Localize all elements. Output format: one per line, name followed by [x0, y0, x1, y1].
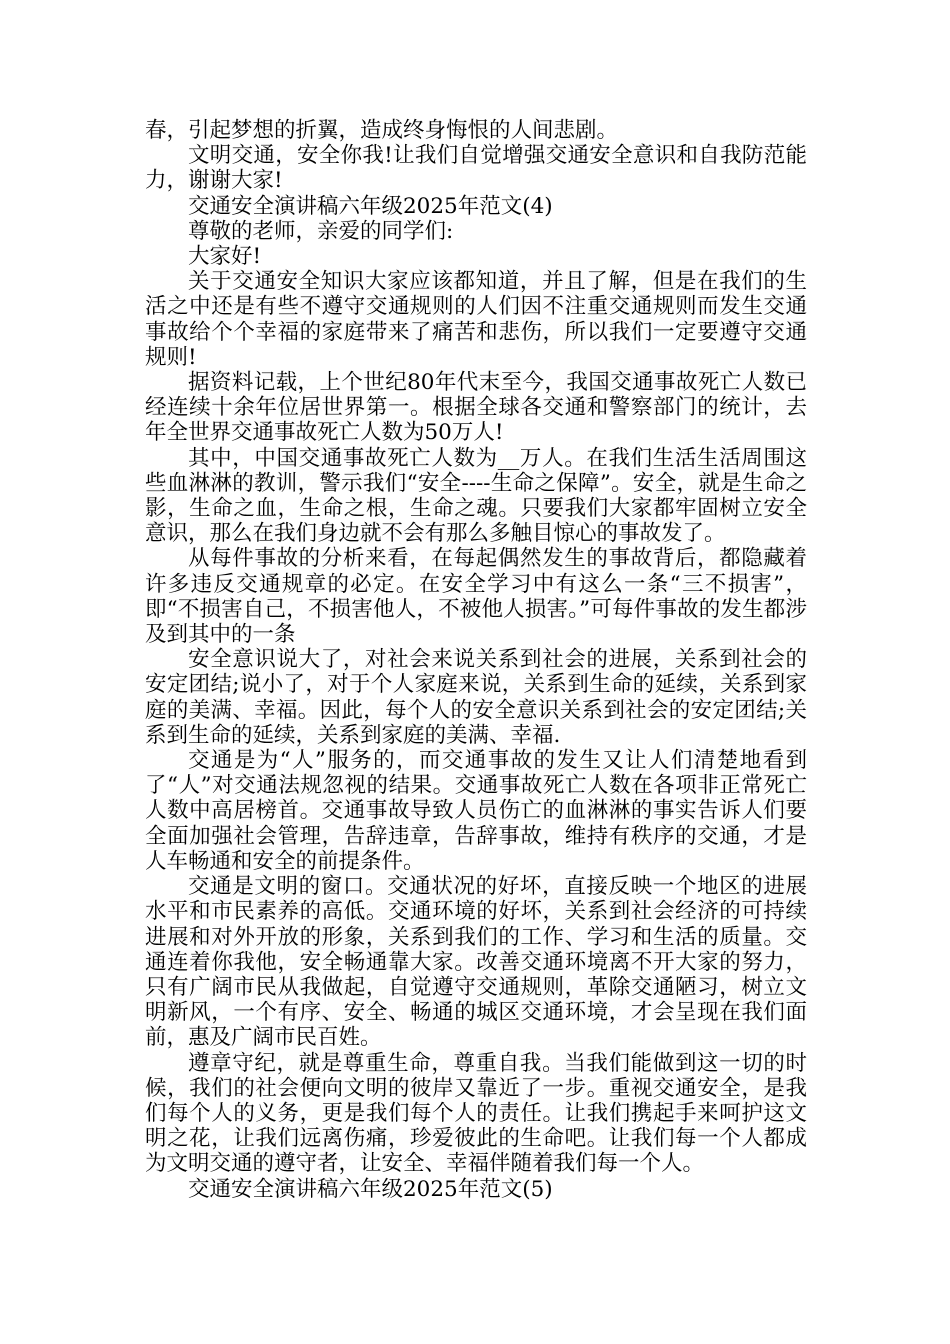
paragraph-7: 据资料记载，上个世纪80年代末至今，我国交通事故死亡人数已经连续十余年位居世界第一。根据全球各交通和警察部门的统计，去年全世界交通事故死亡人数为50万人! [145, 370, 807, 446]
paragraph-9: 从每件事故的分析来看，在每起偶然发生的事故背后，都隐藏着许多违反交通规章的必定。在安全学习中有这么一条“三不损害”，即“不损害自己，不损害他人，不被他人损害。”可每件事故的发生都涉及到其中的一条 [145, 546, 807, 648]
paragraph-2: 文明交通，安全你我!让我们自觉增强交通安全意识和自我防范能力，谢谢大家! [145, 143, 807, 194]
paragraph-6: 关于交通安全知识大家应该都知道，并且了解，但是在我们的生活之中还是有些不遵守交通规则的人们因不注重交通规则而发生交通事故给个个幸福的家庭带来了痛苦和悲伤，所以我们一定要遵守交通规则! [145, 269, 807, 370]
paragraph-8: 其中，中国交通事故死亡人数为__万人。在我们生活生活周围这些血淋淋的教训，警示我们“安全----生命之保障”。安全，就是生命之影，生命之血，生命之根，生命之魂。只要我们大家都牢固树立安全意识，那么在我们身边就不会有那么多触目惊心的事故发了。 [145, 445, 807, 547]
paragraph-12: 交通是文明的窗口。交通状况的好坏，直接反映一个地区的进展水平和市民素养的高低。交通环境的好坏，关系到社会经济的可持续进展和对外开放的形象，关系到我们的工作、学习和生活的质量。交通连着你我他，安全畅通靠大家。改善交通环境离不开大家的努力，只有广阔市民从我做起，自觉遵守交通规则，革除交通陋习，树立文明新风，一个有序、安全、畅通的城区交通环境，才会呈现在我们面前，惠及广阔市民百姓。 [145, 874, 807, 1051]
section-heading-5: 交通安全演讲稿六年级2025年范文(5) [188, 1176, 553, 1202]
paragraph-11: 交通是为“人”服务的，而交通事故的发生又让人们清楚地看到了“人”对交通法规忽视的结果。交通事故死亡人数在各项非正常死亡人数中高居榜首。交通事故导致人员伤亡的血淋淋的事实告诉人们要全面加强社会管理，告辞违章，告辞事故，维持有秩序的交通，才是人车畅通和安全的前提条件。 [145, 748, 807, 874]
paragraph-1: 春，引起梦想的折翼，造成终身悔恨的人间悲剧。 [145, 118, 619, 143]
salutation: 尊敬的老师，亲爱的同学们: [188, 218, 454, 244]
paragraph-13: 遵章守纪，就是尊重生命，尊重自我。当我们能做到这一切的时候，我们的社会便向文明的彼岸又靠近了一步。重视交通安全，是我们每个人的义务，更是我们每个人的责任。让我们携起手来呵护这文明之花，让我们远离伤痛，珍爱彼此的生命吧。让我们每一个人都成为文明交通的遵守者，让安全、幸福伴随着我们每一个人。 [145, 1050, 807, 1177]
greeting: 大家好! [188, 244, 262, 270]
document-page [145, 118, 807, 1202]
section-heading-4: 交通安全演讲稿六年级2025年范文(4) [188, 193, 553, 219]
paragraph-10: 安全意识说大了，对社会来说关系到社会的进展，关系到社会的安定团结;说小了，对于个人家庭来说，关系到生命的延续，关系到家庭的美满、幸福。因此，每个人的安全意识关系到社会的安定团结;关系到生命的延续，关系到家庭的美满、幸福. [145, 647, 807, 748]
